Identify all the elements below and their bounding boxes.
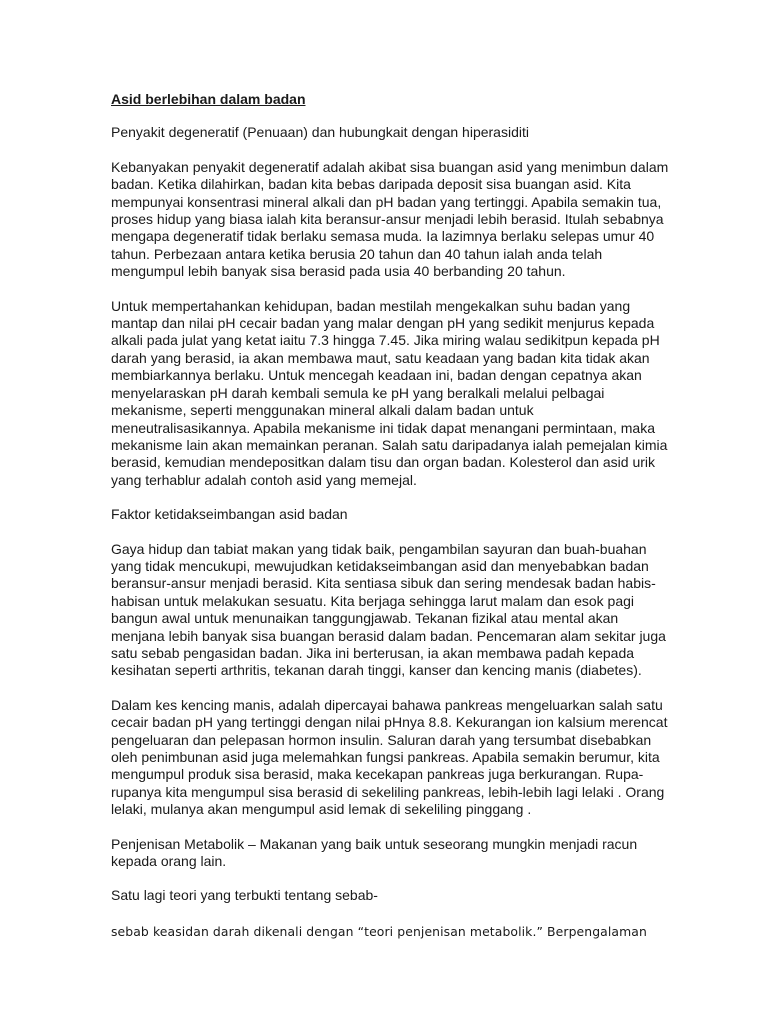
subheading-faktor: Faktor ketidakseimbangan asid badan <box>111 506 348 523</box>
paragraph-gaya-hidup: Gaya hidup dan tabiat makan yang tidak baik, pengambilan sayuran dan buah-buahan yang tidak mencukupi, mewujudkan ketidakseimbangan asid dan menyebabkan badan beransur-ansur menjadi berasid. Kita sentiasa sibuk dan sering mendesak badan habis-habisan untuk melakukan sesuatu. Kita berjaga sehingga larut malam dan esok pagi bangun awal untuk menunaikan tanggungjawab. Tekanan fizikal atau mental akan menjana lebih banyak sisa buangan berasid dalam badan. Pencemaran alam sekitar juga satu sebab pengasidan badan. Jika ini berterusan, ia akan membawa padah kepada kesihatan seperti arthritis, tekanan darah tinggi, kanser dan kencing manis (diabetes). <box>111 540 666 679</box>
paragraph-penjenisan-metabolik: Penjenisan Metabolik – Makanan yang baik untuk seseorang mungkin menjadi racun kepada orang lain. <box>111 835 638 870</box>
continuation-line: sebab keasidan darah dikenali dengan “teori penjenisan metabolik.” Berpengalaman <box>111 923 647 939</box>
document-body <box>111 91 671 940</box>
paragraph-kencing-manis: Dalam kes kencing manis, adalah dipercayai bahawa pankreas mengeluarkan salah satu cecair badan pH yang tertinggi dengan nilai pHnya 8.8. Kekurangan ion kalsium merencat pengeluaran dan pelepasan hormon insulin. Saluran darah yang tersumbat disebabkan oleh penimbunan asid juga melemahkan fungsi pankreas. Apabila semakin berumur, kita mengumpul produk sisa berasid, maka kecekapan pankreas juga berkurangan. Rupa-rupanya kita mengumpul sisa berasid di sekeliling pankreas, lebih-lebih lagi lelaki . Orang lelaki, mulanya akan mengumpul asid lemak di sekeliling pinggang . <box>111 696 668 818</box>
subheading-degeneratif: Penyakit degeneratif (Penuaan) dan hubungkait dengan hiperasiditi <box>111 124 529 141</box>
paragraph-degeneratif: Kebanyakan penyakit degeneratif adalah akibat sisa buangan asid yang menimbun dalam badan. Ketika dilahirkan, badan kita bebas daripada deposit sisa buangan asid. Kita mempunyai konsentrasi mineral alkali dan pH badan yang tertinggi. Apabila semakin tua, proses hidup yang biasa ialah kita beransur-ansur menjadi lebih berasid. Itulah sebabnya mengapa degeneratif tidak berlaku semasa muda. Ia lazimnya berlaku selepas umur 40 tahun. Perbezaan antara ketika berusia 20 tahun dan 40 tahun ialah anda telah mengumpul lebih banyak sisa berasid pada usia 40 berbanding 20 tahun. <box>111 158 669 280</box>
document-title: Asid berlebihan dalam badan <box>111 91 306 107</box>
paragraph-ph-darah: Untuk mempertahankan kehidupan, badan mestilah mengekalkan suhu badan yang mantap dan nilai pH cecair badan yang malar dengan pH yang sedikit menjurus kepada alkali pada julat yang ketat iaitu 7.3 hingga 7.45. Jika miring walau sedikitpun kepada pH darah yang berasid, ia akan membawa maut, satu keadaan yang badan kita tidak akan membiarkannya berlaku. Untuk mencegah keadaan ini, badan dengan cepatnya akan menyelaraskan pH darah kembali semula ke pH yang beralkali melalui pelbagai mekanisme, seperti menggunakan mineral alkali dalam badan untuk meneutralisasikannya. Apabila mekanisme ini tidak dapat menangani permintaan, maka mekanisme lain akan memainkan peranan. Salah satu daripadanya ialah pemejalan kimia berasid, kemudian mendepositkan dalam tisu dan organ badan. Kolesterol dan asid urik yang terhablur adalah contoh asid yang memejal. <box>111 297 668 488</box>
paragraph-teori: Satu lagi teori yang terbukti tentang sebab- <box>111 887 378 904</box>
